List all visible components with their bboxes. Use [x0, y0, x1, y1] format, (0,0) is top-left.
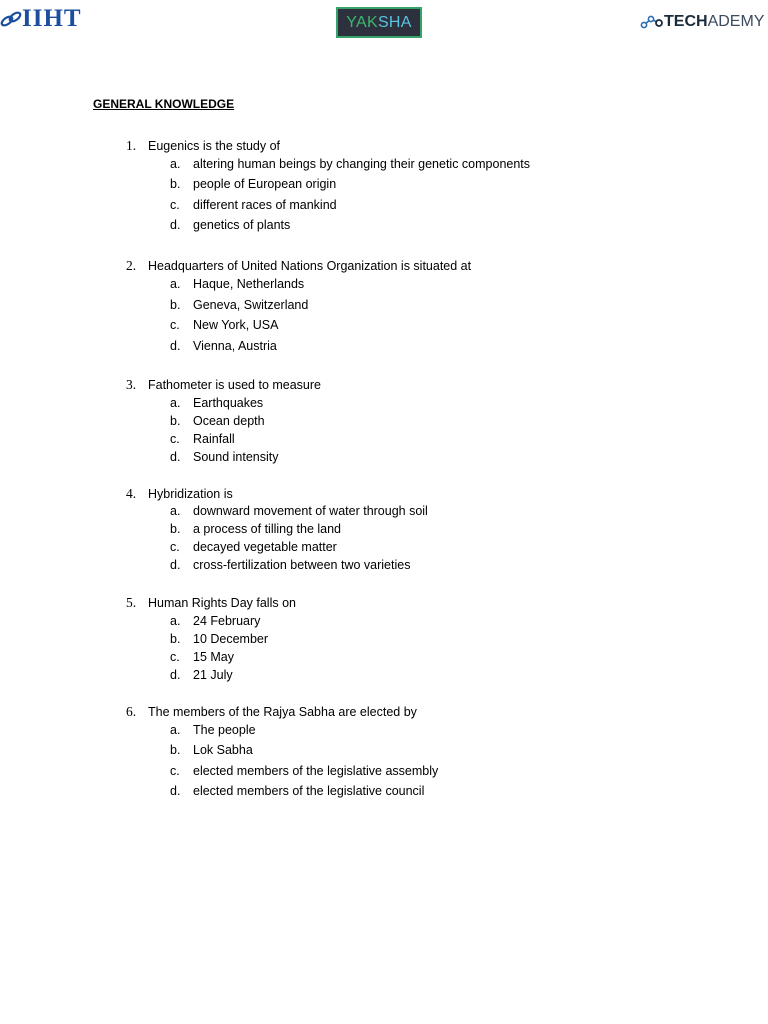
option-letter: c. [170, 540, 180, 554]
option-text: elected members of the legislative assembly [193, 764, 439, 778]
option-text: different races of mankind [193, 198, 337, 212]
option-text: altering human beings by changing their genetic components [193, 157, 531, 171]
option-text: cross-fertilization between two varieties [193, 558, 411, 572]
iiht-logo-text: IIHT [22, 5, 82, 32]
option-letter: c. [170, 650, 180, 664]
question-text: Hybridization is [148, 487, 233, 501]
option-text: elected members of the legislative council [193, 784, 425, 798]
question-number: 4. [126, 486, 137, 501]
option-letter: b. [170, 298, 181, 312]
option-text: Sound intensity [193, 450, 279, 464]
option-text: Ocean depth [193, 414, 265, 428]
yaksha-logo-part1: YAK [346, 13, 378, 31]
option-text: 21 July [193, 668, 233, 682]
option-letter: a. [170, 723, 181, 737]
option-letter: a. [170, 396, 181, 410]
option-text: genetics of plants [193, 218, 291, 232]
question-number: 5. [126, 595, 137, 610]
question-text: The members of the Rajya Sabha are elected by [148, 705, 417, 719]
option-text: decayed vegetable matter [193, 540, 337, 554]
option-letter: b. [170, 743, 181, 757]
techademy-logo-part1: TECH [664, 13, 708, 30]
option-text: 15 May [193, 650, 234, 664]
question-number: 1. [126, 138, 137, 153]
option-text: Haque, Netherlands [193, 277, 305, 291]
option-text: Vienna, Austria [193, 339, 277, 353]
question-text: Human Rights Day falls on [148, 596, 296, 610]
option-text: a process of tilling the land [193, 522, 342, 536]
question-number: 3. [126, 377, 137, 392]
option-text: 24 February [193, 614, 261, 628]
option-text: The people [193, 723, 256, 737]
option-letter: c. [170, 432, 180, 446]
question-number: 6. [126, 704, 137, 719]
option-text: Rainfall [193, 432, 235, 446]
option-letter: b. [170, 414, 181, 428]
option-text: downward movement of water through soil [193, 504, 428, 518]
option-letter: b. [170, 177, 181, 191]
option-text: people of European origin [193, 177, 337, 191]
option-text: Lok Sabha [193, 743, 253, 757]
yaksha-logo [336, 7, 422, 38]
option-letter: d. [170, 218, 181, 232]
option-letter: c. [170, 198, 180, 212]
option-text: New York, USA [193, 318, 279, 332]
option-letter: d. [170, 784, 181, 798]
option-letter: c. [170, 764, 180, 778]
option-letter: a. [170, 614, 181, 628]
yaksha-logo-part2: SHA [377, 13, 412, 31]
document-title: GENERAL KNOWLEDGE [93, 97, 235, 111]
option-letter: b. [170, 522, 181, 536]
question-text: Fathometer is used to measure [148, 378, 321, 392]
option-letter: d. [170, 558, 181, 572]
question-text: Headquarters of United Nations Organization is situated at [148, 259, 472, 273]
option-letter: c. [170, 318, 180, 332]
option-letter: a. [170, 157, 181, 171]
option-letter: d. [170, 668, 181, 682]
option-letter: b. [170, 632, 181, 646]
option-letter: d. [170, 450, 181, 464]
option-letter: a. [170, 504, 181, 518]
option-text: 10 December [193, 632, 269, 646]
option-text: Geneva, Switzerland [193, 298, 309, 312]
option-text: Earthquakes [193, 396, 264, 410]
techademy-logo [640, 12, 764, 32]
question-text: Eugenics is the study of [148, 139, 281, 153]
chain-link-icon [0, 9, 22, 29]
question-number: 2. [126, 258, 137, 273]
techademy-logo-part2: ADEMY [707, 13, 765, 30]
option-letter: a. [170, 277, 181, 291]
option-letter: d. [170, 339, 181, 353]
connected-dots-icon [640, 14, 664, 30]
iiht-logo [0, 5, 82, 33]
